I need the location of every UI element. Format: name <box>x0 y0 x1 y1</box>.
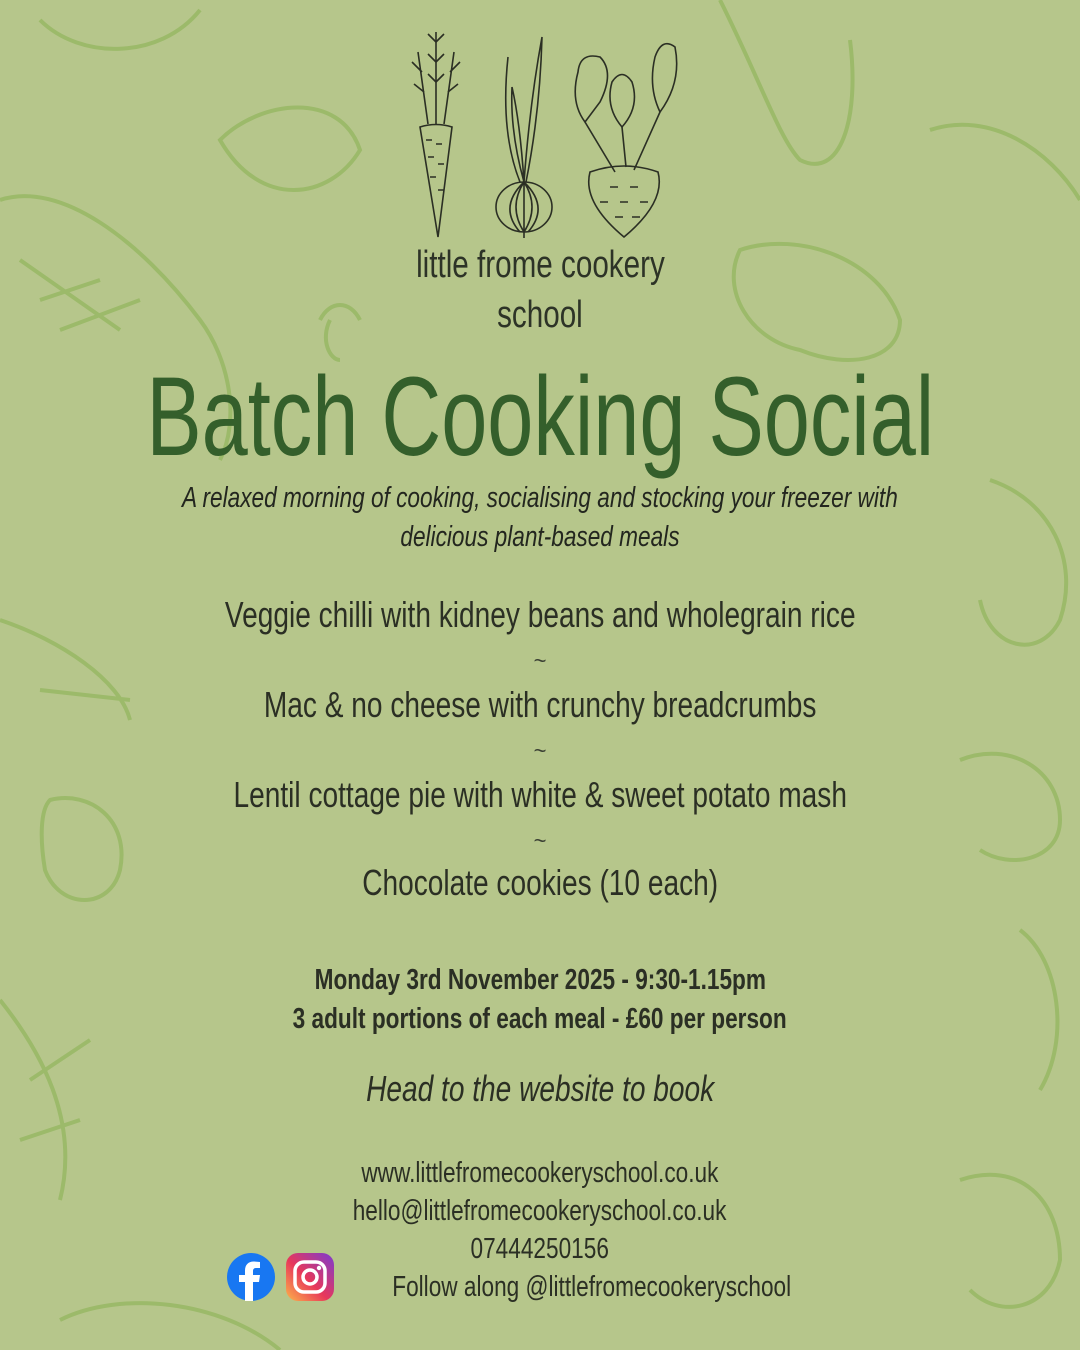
brand-text-1: little frome cookery <box>415 244 665 286</box>
beetroot-icon <box>575 44 676 237</box>
subtitle-line2 <box>0 521 1080 554</box>
menu-item-text: Mac & no cheese with crunchy breadcrumbs <box>263 684 817 725</box>
instagram-icon[interactable] <box>285 1252 335 1302</box>
event-date <box>0 964 1080 997</box>
social-follow <box>52 1271 1080 1304</box>
brand-text-2: school <box>497 294 583 336</box>
brand-name-line2 <box>0 294 1080 337</box>
onion-icon <box>496 37 552 238</box>
phone-text: 07444250156 <box>470 1233 610 1265</box>
subtitle-text-1: A relaxed morning of cooking, socialising and stocking your freezer with <box>182 482 898 514</box>
phone-number <box>0 1233 1080 1266</box>
follow-text: Follow along @littlefromecookeryschool <box>392 1271 792 1303</box>
event-date-text: Monday 3rd November 2025 - 9:30-1.15pm <box>314 964 766 996</box>
facebook-icon[interactable] <box>226 1252 276 1302</box>
menu-item-text: Lentil cottage pie with white & sweet potato mash <box>233 774 847 815</box>
email-link[interactable] <box>0 1195 1080 1228</box>
website-text[interactable]: www.littlefromecookeryschool.co.uk <box>361 1157 719 1189</box>
brand-name-line1 <box>0 244 1080 287</box>
page-title <box>0 352 1080 481</box>
menu-item <box>0 774 1080 816</box>
title-text: Batch Cooking Social <box>146 354 934 479</box>
menu-item <box>0 862 1080 904</box>
vegetables-illustration <box>400 12 680 242</box>
event-price <box>0 1003 1080 1036</box>
menu-separator: ~ <box>533 738 547 763</box>
menu-item-text: Veggie chilli with kidney beans and wholegrain rice <box>224 594 856 635</box>
booking-cta <box>0 1068 1080 1110</box>
carrot-icon <box>412 32 460 237</box>
booking-cta-text: Head to the website to book <box>365 1068 715 1109</box>
subtitle-text-2: delicious plant-based meals <box>400 521 680 553</box>
email-text[interactable]: hello@littlefromecookeryschool.co.uk <box>353 1195 727 1227</box>
event-price-text: 3 adult portions of each meal - £60 per person <box>292 1003 787 1035</box>
menu-item <box>0 594 1080 636</box>
website-link[interactable] <box>0 1157 1080 1190</box>
menu-item <box>0 684 1080 726</box>
subtitle-line1 <box>0 482 1080 515</box>
menu-separator: ~ <box>533 648 547 673</box>
menu-separator: ~ <box>533 828 547 853</box>
menu-item-text: Chocolate cookies (10 each) <box>362 862 718 903</box>
